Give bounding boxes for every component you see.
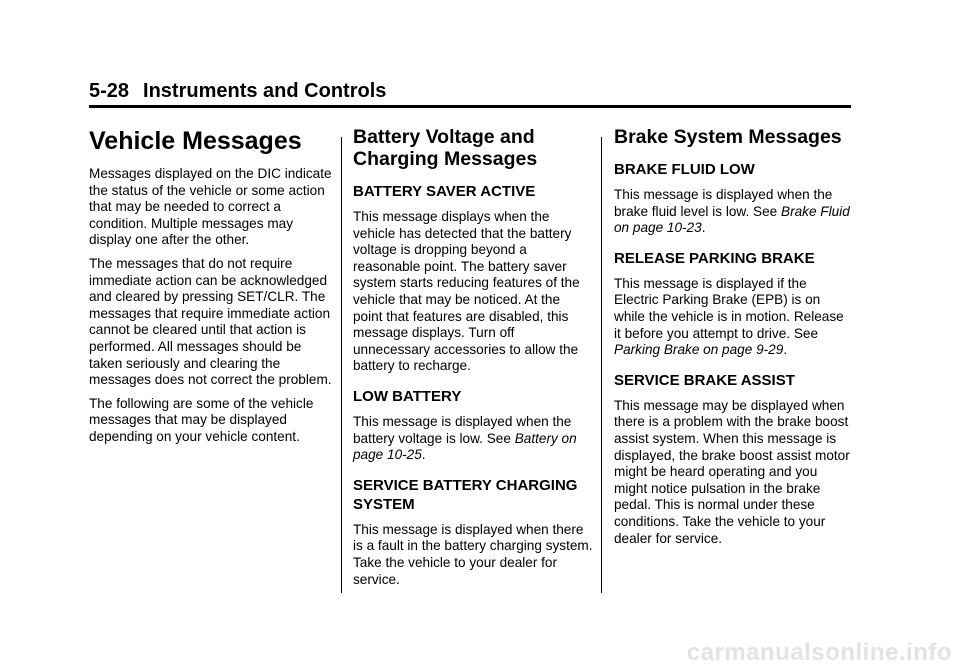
- column-divider-2: [601, 137, 602, 593]
- service-brake-assist-heading: SERVICE BRAKE ASSIST: [614, 371, 795, 389]
- battery-saver-active-heading: BATTERY SAVER ACTIVE: [353, 183, 536, 200]
- low-battery-paragraph: This message is displayed when the battery voltage is low. See Battery on page 10-25.: [353, 413, 577, 463]
- page-number: 5-28: [89, 80, 130, 102]
- battery-messages-title: Battery Voltage and Charging Messages: [353, 126, 538, 170]
- brake-fluid-page-link[interactable]: Brake Fluid on page 10-23: [614, 203, 850, 236]
- vehicle-messages-paragraph-3: The following are some of the vehicle messages that may be displayed depending on your vehicle content.: [89, 395, 314, 444]
- service-brake-assist-text: This message may be displayed when there is a problem with the brake boost assist system. When this message is displayed, the brake boost assist motor might be heard operating and you might notice pulsation in the brake pedal. This is normal under these conditions. Take the vehicle to your dealer for service.: [614, 397, 850, 546]
- column-battery-messages: [353, 126, 593, 595]
- vehicle-messages-paragraph-1: Messages displayed on the DIC indicate the status of the vehicle or some action that may be needed to correct a condition. Multiple messages may display one after the other.: [89, 166, 332, 248]
- brake-messages-title: Brake System Messages: [614, 126, 842, 148]
- brake-fluid-low-paragraph: This message is displayed when the brake fluid level is low. See Brake Fluid on page 10-23.: [614, 187, 850, 236]
- low-battery-heading: LOW BATTERY: [353, 387, 462, 405]
- brake-fluid-low-text: This message is displayed when the brake fluid level is low. See: [614, 187, 833, 219]
- service-battery-charging-heading: SERVICE BATTERY CHARGING SYSTEM: [353, 476, 578, 513]
- low-battery-text: This message is displayed when the battery voltage is low. See: [353, 413, 572, 446]
- service-battery-charging-text: This message is displayed when there is a fault in the battery charging system. Take the vehicle to your dealer for service.: [353, 521, 593, 587]
- page-header: [89, 79, 851, 108]
- vehicle-messages-title: Vehicle Messages: [89, 127, 302, 155]
- battery-page-link[interactable]: Battery on page 10-25: [353, 430, 577, 463]
- release-parking-brake-text: This message is displayed if the Electric Parking Brake (EPB) is on while the vehicle is in motion. Release it before you attempt to drive. See: [614, 275, 844, 341]
- release-parking-brake-paragraph: This message is displayed if the Electric Parking Brake (EPB) is on while the vehicle is in motion. Release it before you attempt to drive. See Parking Brake on page 9-29.: [614, 275, 844, 358]
- column-brake-messages: [614, 126, 854, 554]
- parking-brake-page-link[interactable]: Parking Brake on page 9-29: [614, 342, 784, 358]
- release-parking-brake-heading: RELEASE PARKING BRAKE: [614, 249, 815, 267]
- watermark: carmanualsonline.info: [686, 639, 952, 666]
- column-divider-1: [341, 137, 342, 593]
- vehicle-messages-paragraph-2: The messages that do not require immediate action can be acknowledged and cleared by pressing SET/CLR. The messages that require immediate action cannot be cleared until that action is performed. All messages should be taken seriously and clearing the messages does not correct the problem.: [89, 255, 332, 388]
- section-title: Instruments and Controls: [143, 80, 387, 102]
- column-vehicle-messages: [89, 126, 334, 453]
- brake-fluid-low-heading: BRAKE FLUID LOW: [614, 161, 755, 178]
- battery-saver-active-text: This message displays when the vehicle has detected that the battery voltage is dropping beyond a reasonable point. The battery saver system starts reducing features of the vehicle that may be noticed. At the point that features are disabled, this message displays. Turn off unnecessary accessories to allow the battery to recharge.: [353, 209, 580, 374]
